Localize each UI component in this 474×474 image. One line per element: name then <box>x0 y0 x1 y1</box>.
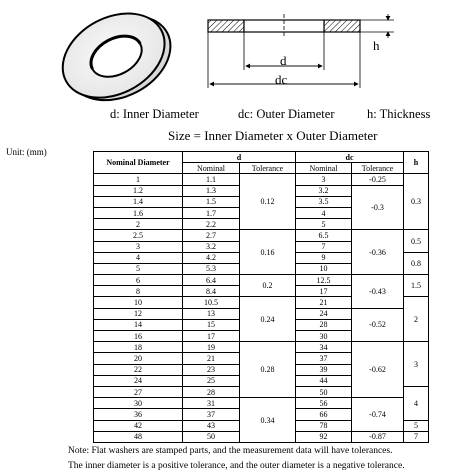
cell-nominal-diameter: 27 <box>94 386 183 397</box>
cell-nominal-diameter: 1.4 <box>94 196 183 207</box>
cell-nominal-diameter: 2 <box>94 219 183 230</box>
cell-d-tolerance: 0.28 <box>240 342 296 398</box>
cell-thickness: 3 <box>404 342 429 387</box>
cell-nominal-diameter: 1.6 <box>94 207 183 218</box>
cell-nominal-diameter: 6 <box>94 275 183 286</box>
cell-nominal-diameter: 24 <box>94 375 183 386</box>
cell-dc-tolerance: -0.3 <box>352 185 404 230</box>
cell-d-nominal: 8.4 <box>183 286 240 297</box>
cell-dc-nominal: 44 <box>296 375 352 386</box>
cell-d-nominal: 2.2 <box>183 219 240 230</box>
cell-d-nominal: 5.3 <box>183 263 240 274</box>
size-formula: Size = Inner Diameter x Outer Diameter <box>168 128 378 143</box>
cell-dc-tolerance: -0.62 <box>352 342 404 398</box>
cell-nominal-diameter: 22 <box>94 364 183 375</box>
cell-dc-nominal: 12.5 <box>296 275 352 286</box>
cell-dc-nominal: 10 <box>296 263 352 274</box>
cell-dc-nominal: 34 <box>296 342 352 353</box>
dim-label-h: h <box>373 38 380 53</box>
cell-d-nominal: 6.4 <box>183 275 240 286</box>
table-row <box>94 275 429 286</box>
header-d: d <box>183 152 296 163</box>
cell-nominal-diameter: 4 <box>94 252 183 263</box>
cell-nominal-diameter: 10 <box>94 297 183 308</box>
cell-d-nominal: 1.7 <box>183 207 240 218</box>
cell-dc-nominal: 6.5 <box>296 230 352 241</box>
cell-d-nominal: 3.2 <box>183 241 240 252</box>
cell-nominal-diameter: 3 <box>94 241 183 252</box>
cell-d-nominal: 15 <box>183 319 240 330</box>
cell-thickness: 1.5 <box>404 275 429 297</box>
cell-dc-tolerance: -0.74 <box>352 398 404 432</box>
header-h: h <box>404 152 429 174</box>
cell-dc-tolerance: -0.36 <box>352 230 404 275</box>
cell-dc-nominal: 78 <box>296 420 352 431</box>
cell-d-nominal: 13 <box>183 308 240 319</box>
cell-d-tolerance: 0.2 <box>240 275 296 297</box>
cell-dc-nominal: 3.5 <box>296 196 352 207</box>
cell-thickness: 7 <box>404 431 429 442</box>
cell-dc-nominal: 9 <box>296 252 352 263</box>
cell-thickness: 2 <box>404 297 429 342</box>
cell-dc-nominal: 7 <box>296 241 352 252</box>
legend-thickness: h: Thickness <box>367 107 431 121</box>
cell-d-nominal: 10.5 <box>183 297 240 308</box>
cell-nominal-diameter: 5 <box>94 263 183 274</box>
cell-thickness: 0.8 <box>404 252 429 274</box>
header-dc-nominal: Nominal <box>296 163 352 174</box>
cell-dc-nominal: 39 <box>296 364 352 375</box>
cell-nominal-diameter: 2.5 <box>94 230 183 241</box>
cell-nominal-diameter: 16 <box>94 331 183 342</box>
table-row <box>94 398 429 409</box>
header-nominal-diameter: Nominal Diameter <box>94 152 183 174</box>
cross-section-diagram <box>200 14 410 96</box>
cell-dc-nominal: 21 <box>296 297 352 308</box>
cell-dc-tolerance: -0.52 <box>352 308 404 342</box>
cell-d-nominal: 17 <box>183 331 240 342</box>
cell-dc-nominal: 50 <box>296 386 352 397</box>
cell-dc-nominal: 66 <box>296 409 352 420</box>
header-d-nominal: Nominal <box>183 163 240 174</box>
cell-nominal-diameter: 12 <box>94 308 183 319</box>
dim-label-dc: dc <box>275 72 288 87</box>
cell-dc-nominal: 3 <box>296 174 352 185</box>
cell-dc-nominal: 3.2 <box>296 185 352 196</box>
washer-illustration <box>58 8 172 104</box>
cell-nominal-diameter: 1 <box>94 174 183 185</box>
cell-d-nominal: 1.5 <box>183 196 240 207</box>
cell-dc-tolerance: -0.43 <box>352 275 404 309</box>
cell-d-tolerance: 0.24 <box>240 297 296 342</box>
cell-nominal-diameter: 1.2 <box>94 185 183 196</box>
legend-inner-diameter: d: Inner Diameter <box>110 107 199 121</box>
cell-d-nominal: 25 <box>183 375 240 386</box>
table-row <box>94 342 429 353</box>
cell-dc-nominal: 37 <box>296 353 352 364</box>
cell-d-nominal: 31 <box>183 398 240 409</box>
cell-d-nominal: 23 <box>183 364 240 375</box>
cell-d-nominal: 1.1 <box>183 174 240 185</box>
table-row <box>94 174 429 185</box>
cell-d-nominal: 2.7 <box>183 230 240 241</box>
table-row <box>94 230 429 241</box>
cell-d-nominal: 19 <box>183 342 240 353</box>
cell-d-tolerance: 0.16 <box>240 230 296 275</box>
cell-dc-nominal: 92 <box>296 431 352 442</box>
cell-d-nominal: 43 <box>183 420 240 431</box>
cell-nominal-diameter: 30 <box>94 398 183 409</box>
cell-thickness: 0.3 <box>404 174 429 230</box>
table-body <box>94 174 429 443</box>
cell-d-tolerance: 0.12 <box>240 174 296 230</box>
cell-dc-nominal: 56 <box>296 398 352 409</box>
cell-d-nominal: 28 <box>183 386 240 397</box>
cell-dc-nominal: 5 <box>296 219 352 230</box>
cell-d-nominal: 50 <box>183 431 240 442</box>
header-d-tolerance: Tolerance <box>240 163 296 174</box>
cell-nominal-diameter: 14 <box>94 319 183 330</box>
cell-nominal-diameter: 48 <box>94 431 183 442</box>
header-dc: dc <box>296 152 404 163</box>
cell-d-nominal: 21 <box>183 353 240 364</box>
header-dc-tolerance: Tolerance <box>352 163 404 174</box>
unit-label: Unit: (mm) <box>6 147 47 157</box>
cell-nominal-diameter: 42 <box>94 420 183 431</box>
cell-d-nominal: 37 <box>183 409 240 420</box>
cell-dc-nominal: 4 <box>296 207 352 218</box>
cell-d-nominal: 4.2 <box>183 252 240 263</box>
legend-outer-diameter: dc: Outer Diameter <box>238 107 335 121</box>
note-line-1: Note: Flat washers are stamped parts, and the measurement data will have tolerances. <box>68 446 393 456</box>
washer-spec-table <box>93 151 429 443</box>
cell-dc-nominal: 17 <box>296 286 352 297</box>
cell-d-nominal: 1.3 <box>183 185 240 196</box>
cell-nominal-diameter: 36 <box>94 409 183 420</box>
cell-dc-nominal: 30 <box>296 331 352 342</box>
cell-nominal-diameter: 18 <box>94 342 183 353</box>
cell-thickness: 0.5 <box>404 230 429 252</box>
cell-dc-tolerance: -0.25 <box>352 174 404 185</box>
cell-nominal-diameter: 20 <box>94 353 183 364</box>
cell-nominal-diameter: 8 <box>94 286 183 297</box>
cell-thickness: 4 <box>404 386 429 420</box>
cell-dc-nominal: 24 <box>296 308 352 319</box>
cell-d-tolerance: 0.34 <box>240 398 296 443</box>
cell-dc-nominal: 28 <box>296 319 352 330</box>
dim-label-d: d <box>280 53 287 68</box>
cell-thickness: 5 <box>404 420 429 431</box>
note-line-2: The inner diameter is a positive tolerance, and the outer diameter is a negative tolerance. <box>68 461 405 471</box>
cell-dc-tolerance: -0.87 <box>352 431 404 442</box>
